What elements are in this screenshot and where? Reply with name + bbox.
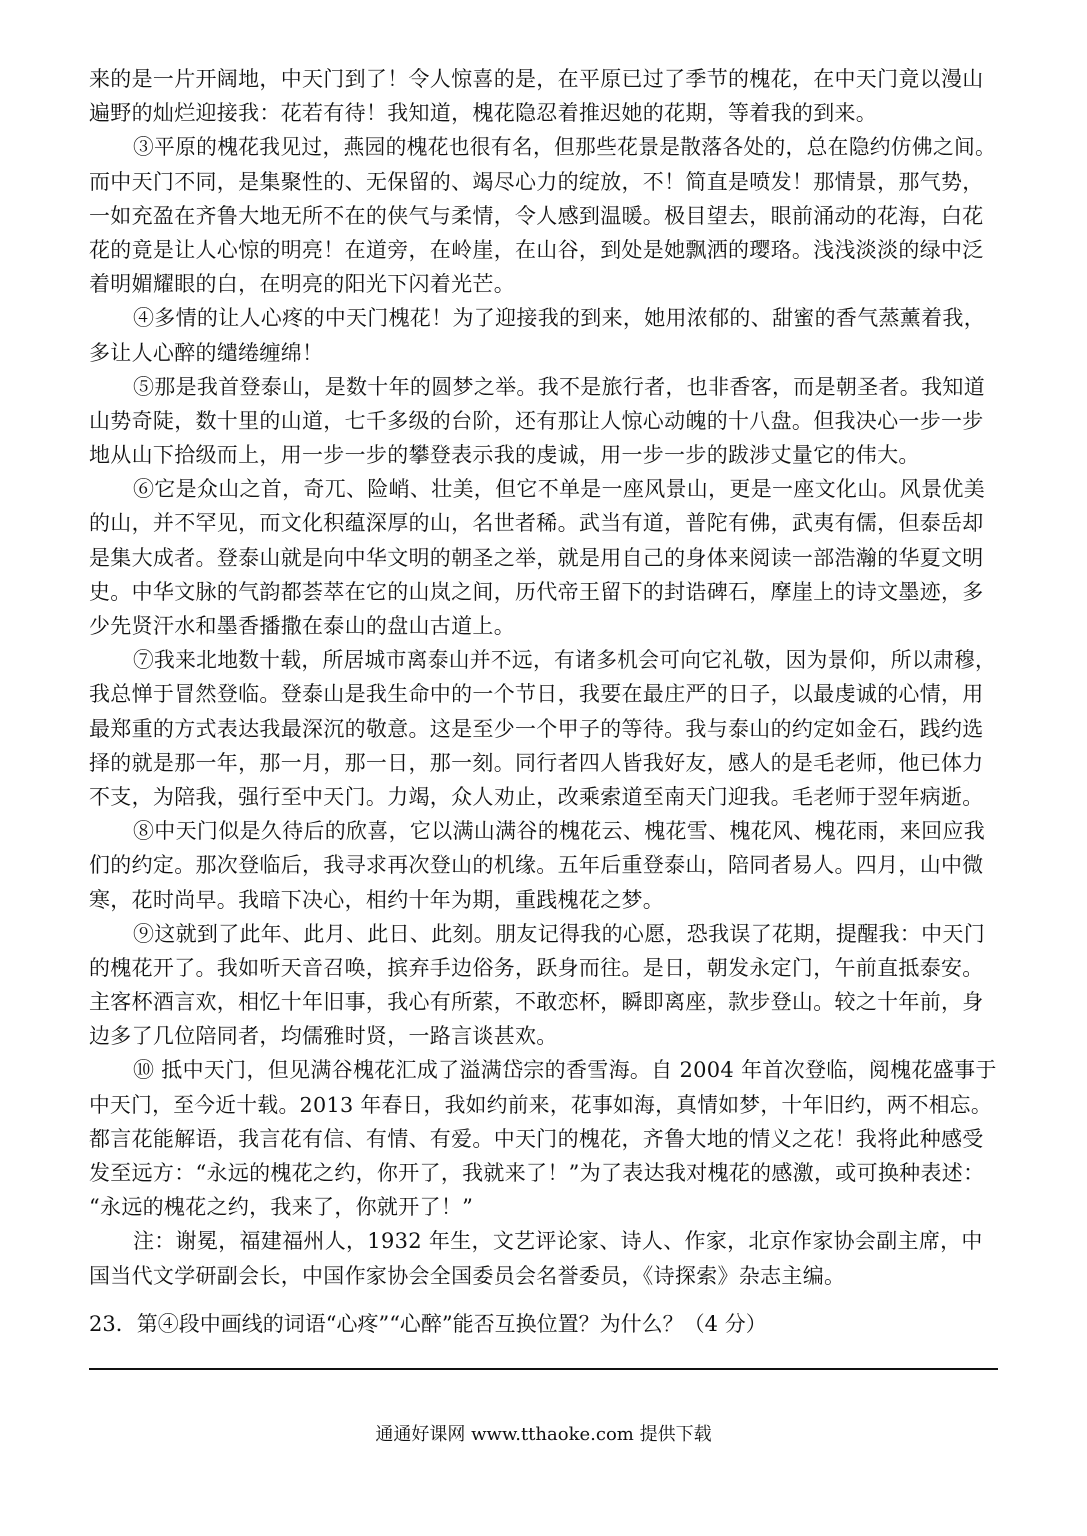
text-line: 最郑重的方式表达我最深沉的敬意。这是至少一个甲子的等待。我与泰山的约定如金石，践约选 — [89, 716, 984, 741]
text-line: 择的就是那一年，那一月，那一日，那一刻。同行者四人皆我好友，感人的是毛老师，他已体力 — [89, 750, 984, 775]
text-line: 多让人心醉的缱绻缠绵！ — [89, 340, 324, 365]
text-line: 中天门，至今近十载。2013 年春日，我如约前来，花事如海，真情如梦，十年旧约，两不相忘。 — [89, 1092, 992, 1117]
text-line: ⑥它是众山之首，奇兀、险峭、壮美，但它不单是一座风景山，更是一座文化山。风景优美 — [133, 477, 985, 502]
text-line: 不支，为陪我，强行至中天门。力竭，众人劝止，改乘索道至南天门迎我。毛老师于翌年病逝。 — [89, 784, 984, 809]
text-line: ⑩ 抵中天门，但见满谷槐花汇成了溢满岱宗的香雪海。自 2004 年首次登临，阅槐花盛事于 — [133, 1058, 997, 1083]
text-line: “永远的槐花之约，我来了，你就开了！” — [89, 1195, 474, 1220]
page-footer: 通通好课网 www.tthaoke.com 提供下载 — [375, 1424, 712, 1445]
text-line: 而中天门不同，是集聚性的、无保留的、竭尽心力的绽放，不！简直是喷发！那情景，那气势， — [89, 169, 984, 194]
text-line: 都言花能解语，我言花有信、有情、有爱。中天门的槐花，齐鲁大地的情义之花！我将此种感受 — [89, 1126, 984, 1151]
text-line: 是集大成者。登泰山就是向中华文明的朝圣之举，就是用自己的身体来阅读一部浩瀚的华夏文明 — [89, 545, 984, 570]
text-line: 主客杯酒言欢，相忆十年旧事，我心有所萦，不敢恋杯，瞬即离座，款步登山。较之十年前，身 — [89, 990, 984, 1015]
text-line: 遍野的灿烂迎接我：花若有待！我知道，槐花隐忍着推迟她的花期，等着我的到来。 — [89, 101, 878, 126]
text-line: ⑧中天门似是久待后的欣喜，它以满山满谷的槐花云、槐花雪、槐花风、槐花雨，来回应我 — [133, 819, 985, 844]
question-23: 23．第④段中画线的词语“心疼”“心醉”能否互换位置？为什么？（4 分） — [89, 1311, 767, 1336]
text-line: 山势奇陡，数十里的山道，七千多级的台阶，还有那让人惊心动魄的十八盘。但我决心一步一步 — [89, 408, 984, 433]
paragraph-continuation — [89, 62, 999, 130]
text-line: 的槐花开了。我如听天音召唤，摈弃手边俗务，跃身而往。是日，朝发永定门，午前直抵泰安。 — [89, 955, 984, 980]
text-line: ④多情的让人心疼的中天门槐花！为了迎接我的到来，她用浓郁的、甜蜜的香气蒸薰着我， — [133, 306, 985, 331]
paragraph-4 — [89, 301, 999, 369]
text-line: 们的约定。那次登临后，我寻求再次登山的机缘。五年后重登泰山，陪同者易人。四月，山中微 — [89, 853, 984, 878]
text-line: ⑦我来北地数十载，所居城市离泰山并不远，有诸多机会可向它礼敬，因为景仰，所以肃穆， — [133, 648, 997, 673]
text-line: ⑨这就到了此年、此月、此日、此刻。朋友记得我的心愿，恐我误了花期，提醒我：中天门 — [133, 921, 985, 946]
divider-line — [89, 1368, 998, 1370]
text-line: 的山，并不罕见，而文化积蕴深厚的山，名世者稀。武当有道，普陀有佛，武夷有儒，但泰岳却 — [89, 511, 984, 536]
text-line: 来的是一片开阔地，中天门到了！令人惊喜的是，在平原已过了季节的槐花，在中天门竟以漫山 — [89, 67, 984, 91]
text-line: 地从山下拾级而上，用一步一步的攀登表示我的虔诚，用一步一步的跋涉丈量它的伟大。 — [89, 443, 920, 468]
text-line: 注：谢冕，福建福州人，1932 年生，文艺评论家、诗人、作家，北京作家协会副主席，中 — [133, 1229, 983, 1254]
paragraph-9 — [89, 917, 999, 1054]
text-line: 国当代文学研副会长，中国作家协会全国委员会名誉委员，《诗探索》杂志主编。 — [89, 1263, 846, 1288]
paragraph-7 — [89, 643, 999, 814]
paragraph-8 — [89, 814, 999, 917]
text-line: 史。中华文脉的气韵都荟萃在它的山岚之间，历代帝王留下的封诰碑石，摩崖上的诗文墨迹，多 — [89, 579, 984, 604]
paragraph-6 — [89, 472, 999, 643]
text-line: ⑤那是我首登泰山，是数十年的圆梦之举。我不是旅行者，也非香客，而是朝圣者。我知道 — [133, 374, 985, 399]
text-line: 着明媚耀眼的白，在明亮的阳光下闪着光芒。 — [89, 272, 515, 297]
text-line: 寒，花时尚早。我暗下决心，相约十年为期，重践槐花之梦。 — [89, 887, 665, 912]
text-line: 我总惮于冒然登临。登泰山是我生命中的一个节日，我要在最庄严的日子，以最虔诚的心情，用 — [89, 682, 984, 707]
author-note — [89, 1224, 999, 1292]
text-line: 边多了几位陪同者，均儒雅时贤，一路言谈甚欢。 — [89, 1024, 558, 1049]
text-line: 发至远方：“永远的槐花之约，你开了，我就来了！”为了表达我对槐花的感激，或可换种表述： — [89, 1161, 985, 1185]
text-line: 少先贤汗水和墨香播撒在泰山的盘山古道上。 — [89, 614, 515, 638]
article-body — [89, 62, 999, 1341]
text-line: 花的竟是让人心惊的明亮！在道旁，在岭崖，在山谷，到处是她飘洒的璎珞。浅浅淡淡的绿中泛 — [89, 237, 984, 262]
paragraph-5 — [89, 370, 999, 473]
paragraph-3 — [89, 130, 999, 301]
paragraph-10 — [89, 1053, 999, 1224]
text-line: 一如充盈在齐鲁大地无所不在的侠气与柔情，令人感到温暖。极目望去，眼前涌动的花海，白花 — [89, 203, 984, 228]
text-line: ③平原的槐花我见过，燕园的槐花也很有名，但那些花景是散落各处的，总在隐约仿佛之间。 — [133, 135, 997, 160]
